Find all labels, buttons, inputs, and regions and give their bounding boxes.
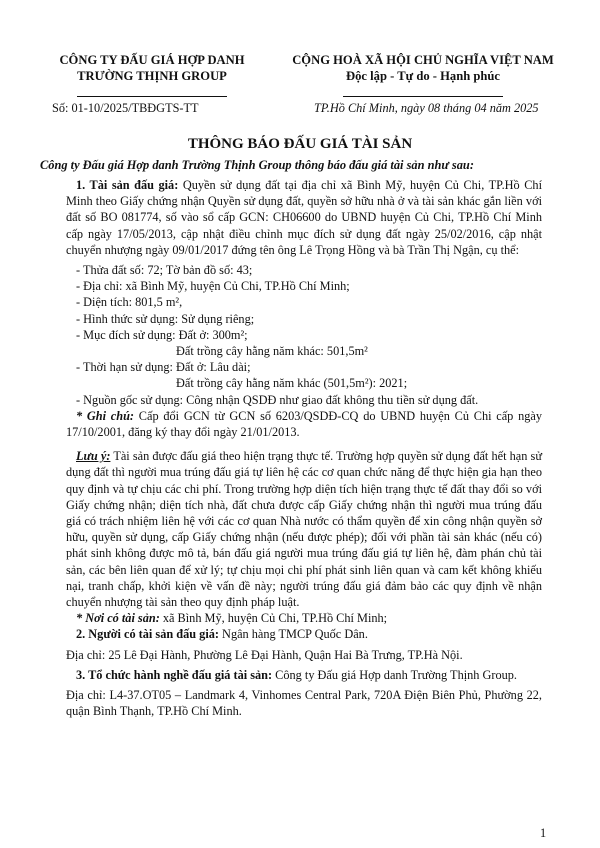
section2-heading: 2. Người có tài sản đấu giá: bbox=[76, 627, 219, 642]
caution-label: Lưu ý: bbox=[76, 449, 111, 464]
document-number: Số: 01-10/2025/TBĐGTS-TT bbox=[52, 101, 199, 115]
section1-heading: 1. Tài sản đấu giá: bbox=[76, 178, 179, 192]
company-name-line1: CÔNG TY ĐẤU GIÁ HỢP DANH bbox=[59, 53, 245, 67]
section3-text: Công ty Đấu giá Hợp danh Trường Thịnh Group. bbox=[272, 667, 517, 682]
caution-text: Tài sản được đấu giá theo hiện trạng thực tế. Trường hợp quyền sử dụng đất hết hạn sử dụng đất thì người mua trúng đấu giá tự liên hệ các cơ quan chức năng để thực hiện gia hạn theo quy định và tự chịu các chi phí. Trong trường hợp diện tích hiện trạng thực tế đất thay đổi so với Giấy chứng nhận; diện tích nhà, đất chưa được cấp Giấy chứng nhận thì người mua trúng đấu giá có trách nhiệm liên hệ với các cơ quan Nhà nước có thẩm quyền để xin công nhận quyền sở hữu, quyền sử dụng, cấp Giấy chứng nhận (nếu được phép); đối với phần tài sản khác (nếu có) phát sinh không được mô tả, bán đấu giá người mua trúng đấu giá tự liên hệ, đàm phán chủ tài sản, các bên liên quan để xử lý; tự chịu mọi chi phí phát sinh liên quan và cam kết không khiếu nại, tranh chấp, khởi kiện về vấn đề này; người trúng đấu giá đảm bảo các quy định về nhận chuyển nhượng tài sản theo quy định pháp luật. bbox=[66, 449, 542, 610]
page-number: 1 bbox=[540, 826, 547, 840]
term-item: - Thời hạn sử dụng: Đất ở: Lâu dài; bbox=[76, 360, 251, 375]
document-title: THÔNG BÁO ĐẤU GIÁ TÀI SẢN bbox=[187, 136, 413, 152]
list-item: - Mục đích sử dụng: Đất ở: 300m²; bbox=[76, 327, 248, 342]
document-body bbox=[66, 177, 542, 720]
company-name-line2: TRƯỜNG THỊNH GROUP bbox=[77, 69, 227, 83]
list-item: - Diện tích: 801,5 m², bbox=[76, 295, 183, 310]
section3-heading: 3. Tổ chức hành nghề đấu giá tài sản: bbox=[76, 667, 273, 682]
section3-address: Địa chỉ: L4-37.OT05 – Landmark 4, Vinhomes Central Park, 720A Điện Biên Phủ, Phường 22, quận Bình Thạnh, TP.Hồ Chí Minh. bbox=[66, 688, 542, 719]
location-text: xã Bình Mỹ, huyện Củ Chi, TP.Hồ Chí Minh; bbox=[159, 611, 388, 626]
national-header bbox=[268, 52, 578, 102]
list-item: - Thửa đất số: 72; Tờ bản đồ số: 43; bbox=[76, 263, 253, 278]
list-item: - Địa chỉ: xã Bình Mỹ, huyện Củ Chi, TP.Hồ Chí Minh; bbox=[76, 279, 350, 294]
note-text: Cấp đổi GCN từ GCN số 6203/QSDĐ-CQ do UBND huyện Củ Chi cấp ngày 17/10/2001, đăng ký thay đổi ngày 21/01/2013. bbox=[66, 408, 542, 440]
section2-text: Ngân hàng TMCP Quốc Dân. bbox=[218, 627, 368, 642]
company-underline bbox=[77, 96, 227, 97]
purpose-sub-item: Đất trồng cây hằng năm khác: 501,5m² bbox=[176, 344, 368, 359]
section3-intro bbox=[66, 667, 542, 683]
caution-paragraph bbox=[66, 448, 542, 610]
section1-intro bbox=[66, 177, 542, 258]
note-paragraph bbox=[66, 408, 542, 440]
section2-address: Địa chỉ: 25 Lê Đại Hành, Phường Lê Đại Hành, Quận Hai Bà Trưng, TP.Hà Nội. bbox=[66, 647, 463, 662]
document-subtitle: Công ty Đấu giá Hợp danh Trường Thịnh Group thông báo đấu giá tài sản như sau: bbox=[40, 158, 474, 172]
national-motto: Độc lập - Tự do - Hạnh phúc bbox=[346, 69, 500, 83]
document-date: TP.Hồ Chí Minh, ngày 08 tháng 04 năm 2025 bbox=[314, 101, 539, 115]
company-header bbox=[32, 52, 272, 102]
origin-item: - Nguồn gốc sử dụng: Công nhận QSDĐ như giao đất không thu tiền sử dụng đất. bbox=[76, 392, 479, 407]
motto-underline bbox=[343, 96, 503, 97]
note-label: * Ghi chú: bbox=[76, 408, 135, 423]
list-item: - Hình thức sử dụng: Sử dụng riêng; bbox=[76, 311, 255, 326]
location-label: * Nơi có tài sản: bbox=[76, 611, 160, 626]
section1-text: Quyền sử dụng đất tại địa chỉ xã Bình Mỹ, huyện Củ Chi, TP.Hồ Chí Minh theo Giấy chứng nhận Quyền sử dụng đất, quyền sở hữu nhà ở và tài sản khác gắn liền với đất số BO 081774, số vào sổ cấp GCN: CH06600 do UBND huyện Củ Chi, TP.Hồ Chí Minh cấp ngày 17/05/2013, cập nhật điều chỉnh mục đích sử dụng đất ngày 25/02/2016, cập nhật chuyển nhượng ngày 09/01/2017 đứng tên ông Lê Trọng Hồng và bà Trần Thị Ngận, cụ thể: bbox=[66, 178, 542, 257]
country-name: CỘNG HOÀ XÃ HỘI CHỦ NGHĨA VIỆT NAM bbox=[292, 53, 554, 67]
section2-intro bbox=[66, 626, 542, 642]
location-paragraph bbox=[66, 610, 542, 626]
term-sub-item: Đất trồng cây hằng năm khác (501,5m²): 2021; bbox=[176, 376, 408, 391]
